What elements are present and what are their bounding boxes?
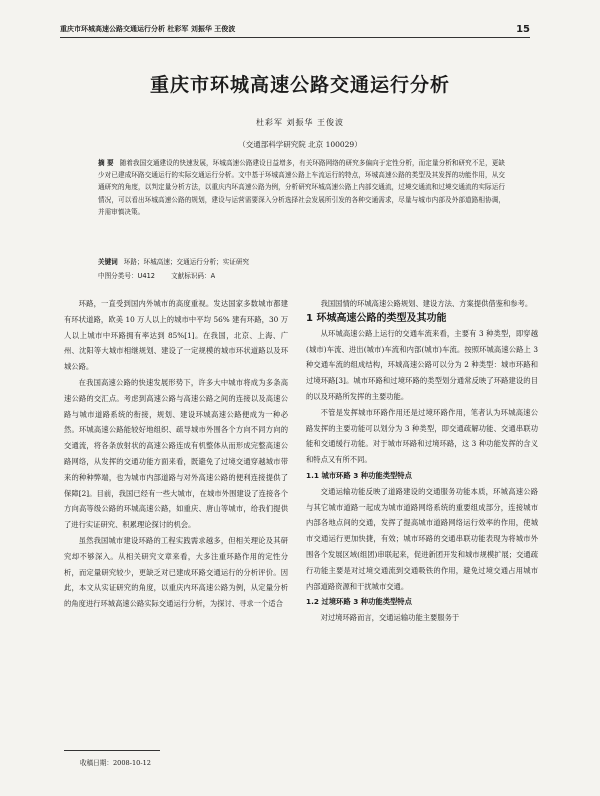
body-paragraph: 我国国情的环城高速公路规划、建设方法、方案提供借鉴和参考。 <box>320 299 533 308</box>
abstract <box>98 157 505 218</box>
abstract-label: 摘 要 <box>98 159 114 167</box>
body-paragraph: 交通运输功能反映了道路建设的交通服务功能本质，环城高速公路与其它城市道路一起成为城市道路网络系统的重要组成部分，连接城市内部各地点间的交通，发挥了提高城市道路网络运行效率的作用，使城市交通运行更加快捷，有效；城市环路的交通串联功能表现为将城市外围各个发展区域(组团)串联起来，促进新团开发和城市规模扩展；交通疏行功能主要是对过境交通流到交通吸铁的作用，避免过境交通占用城市内部道路资源和干扰城市交通。 <box>306 486 538 591</box>
right-column <box>306 296 538 626</box>
received-date: 收稿日期：2008-10-12 <box>80 759 151 767</box>
clc-number: 中图分类号：U412 <box>98 272 155 280</box>
body-paragraph: 不管是发挥城市环路作用还是过境环路作用，笔者认为环城高速公路发挥的主要功能可以划分为 3 种类型，即交通疏解功能、交通串联功能和交通缓行功能。对于城市环路和过境环路，这 3 种功能发挥的含义和特点又有所不同。 <box>306 407 538 465</box>
subsection-heading: 1.2 过境环路 3 种功能类型特点 <box>306 597 412 607</box>
body-paragraph: 在我国高速公路的快速发展形势下，许多大中城市将成为多条高速公路的交汇点。考虑到高速公路与高速公路之间的连接以及高速公路与城市道路系统的衔接，规划、建设环城高速公路便成为一种必然。环城高速公路能较好地组织、疏导城市外围各个方向不同方向的交通流，将各条放射状的高速公路连成有机整体从而形成完整高速公路网络，从发挥的交通功能方面来看，既避免了过境交通穿越城市带来的种种弊端，也为城市内部道路与对外高速公路的便利连接提供了保障[2]。目前，我国已经有一些大城市，在城市外围建设了连接各个方向高等级公路的环城高速公路，如重庆、唐山等城市，给我们提供了进行实证研究、积累理论探讨的机会。 <box>64 377 288 530</box>
paper-title: 重庆市环城高速公路交通运行分析 <box>149 74 450 96</box>
classification <box>98 270 505 280</box>
section-heading: 1 环城高速公路的类型及其功能 <box>306 312 447 324</box>
abstract-text: 随着我国交通建设的快速发展，环城高速公路建设日益增多，有关环路网络的研究多偏向于定性分析，而定量分析和研究不足，更缺少对已建成环路交通运行的实际交通运行分析。文中基于环城高速公路上车流运行的特点，环城高速公路的类型及其发挥的功能作用，从交通研究的角度，以判定量分析方法，以重庆内环高速公路为例，分析研究环城高速公路上内部交通流，过境交通流和过境交通流的实际运行情况，可以看出环城高速公路的规划，建设与运营需要深入分析选择社会发展所引发的各种交通需求，尽量与城市内部及外部道路相协调，并需审慎决策。 <box>98 159 505 216</box>
body-paragraph: 对过境环路而言，交通运输功能主要服务于 <box>320 613 460 623</box>
page-number: 15 <box>516 24 530 35</box>
keywords-label: 关键词 <box>98 258 118 266</box>
body-paragraph: 环路，一直受到国内外城市的高度重视。发达国家多数城市都建有环状道路，欧美 10 万人以上的城市中平均 56% 建有环路，30 万人以上城市中环路拥有率达到 85%[1]。在我国，北京、上海、广州、沈阳等大城市相继规划、建设了一定规模的城市环状道路以及环城公路。 <box>64 299 288 372</box>
subsection-heading: 1.1 城市环路 3 种功能类型特点 <box>306 470 412 480</box>
keywords-text: 环路；环城高速；交通运行分析；实证研究 <box>123 258 250 266</box>
keywords <box>98 256 505 266</box>
affiliation: （交通部科学研究院 北京 100029） <box>238 140 362 149</box>
left-column <box>64 296 288 612</box>
footnote-rule <box>64 750 160 751</box>
authors: 杜彩军 刘振华 王俊波 <box>255 118 345 127</box>
running-title: 重庆市环城高速公路交通运行分析 杜彩军 刘振华 王俊波 <box>60 24 236 33</box>
running-header <box>60 22 530 38</box>
body-paragraph: 从环城高速公路上运行的交通车流来看，主要有 3 种类型，即穿越(城市)车流、进出(城市)车流和内部(城市)车流。按照环城高速公路上 3 种交通车流的组成结构，环城高速公路可以分为 2 种类型：城市环路和过境环路[3]。城市环路和过境环路的类型划分通常反映了环路建设的目的以及环路所发挥的主要功能。 <box>306 328 538 401</box>
body-paragraph: 虽然我国城市建设环路的工程实践需求越多，但相关理论及其研究却不够深入。从相关研究文章来看，大多注重环路作用的定性分析，而定量研究较少，更缺乏对已建成环路交通运行的分析评价。因此，本文从实证研究的角度，以重庆内环高速公路为例，从定量分析的角度进行环城高速公路实际交通运行分析，为探讨、寻求一个适合 <box>64 535 288 609</box>
doc-code: 文献标识码：A <box>171 272 216 280</box>
